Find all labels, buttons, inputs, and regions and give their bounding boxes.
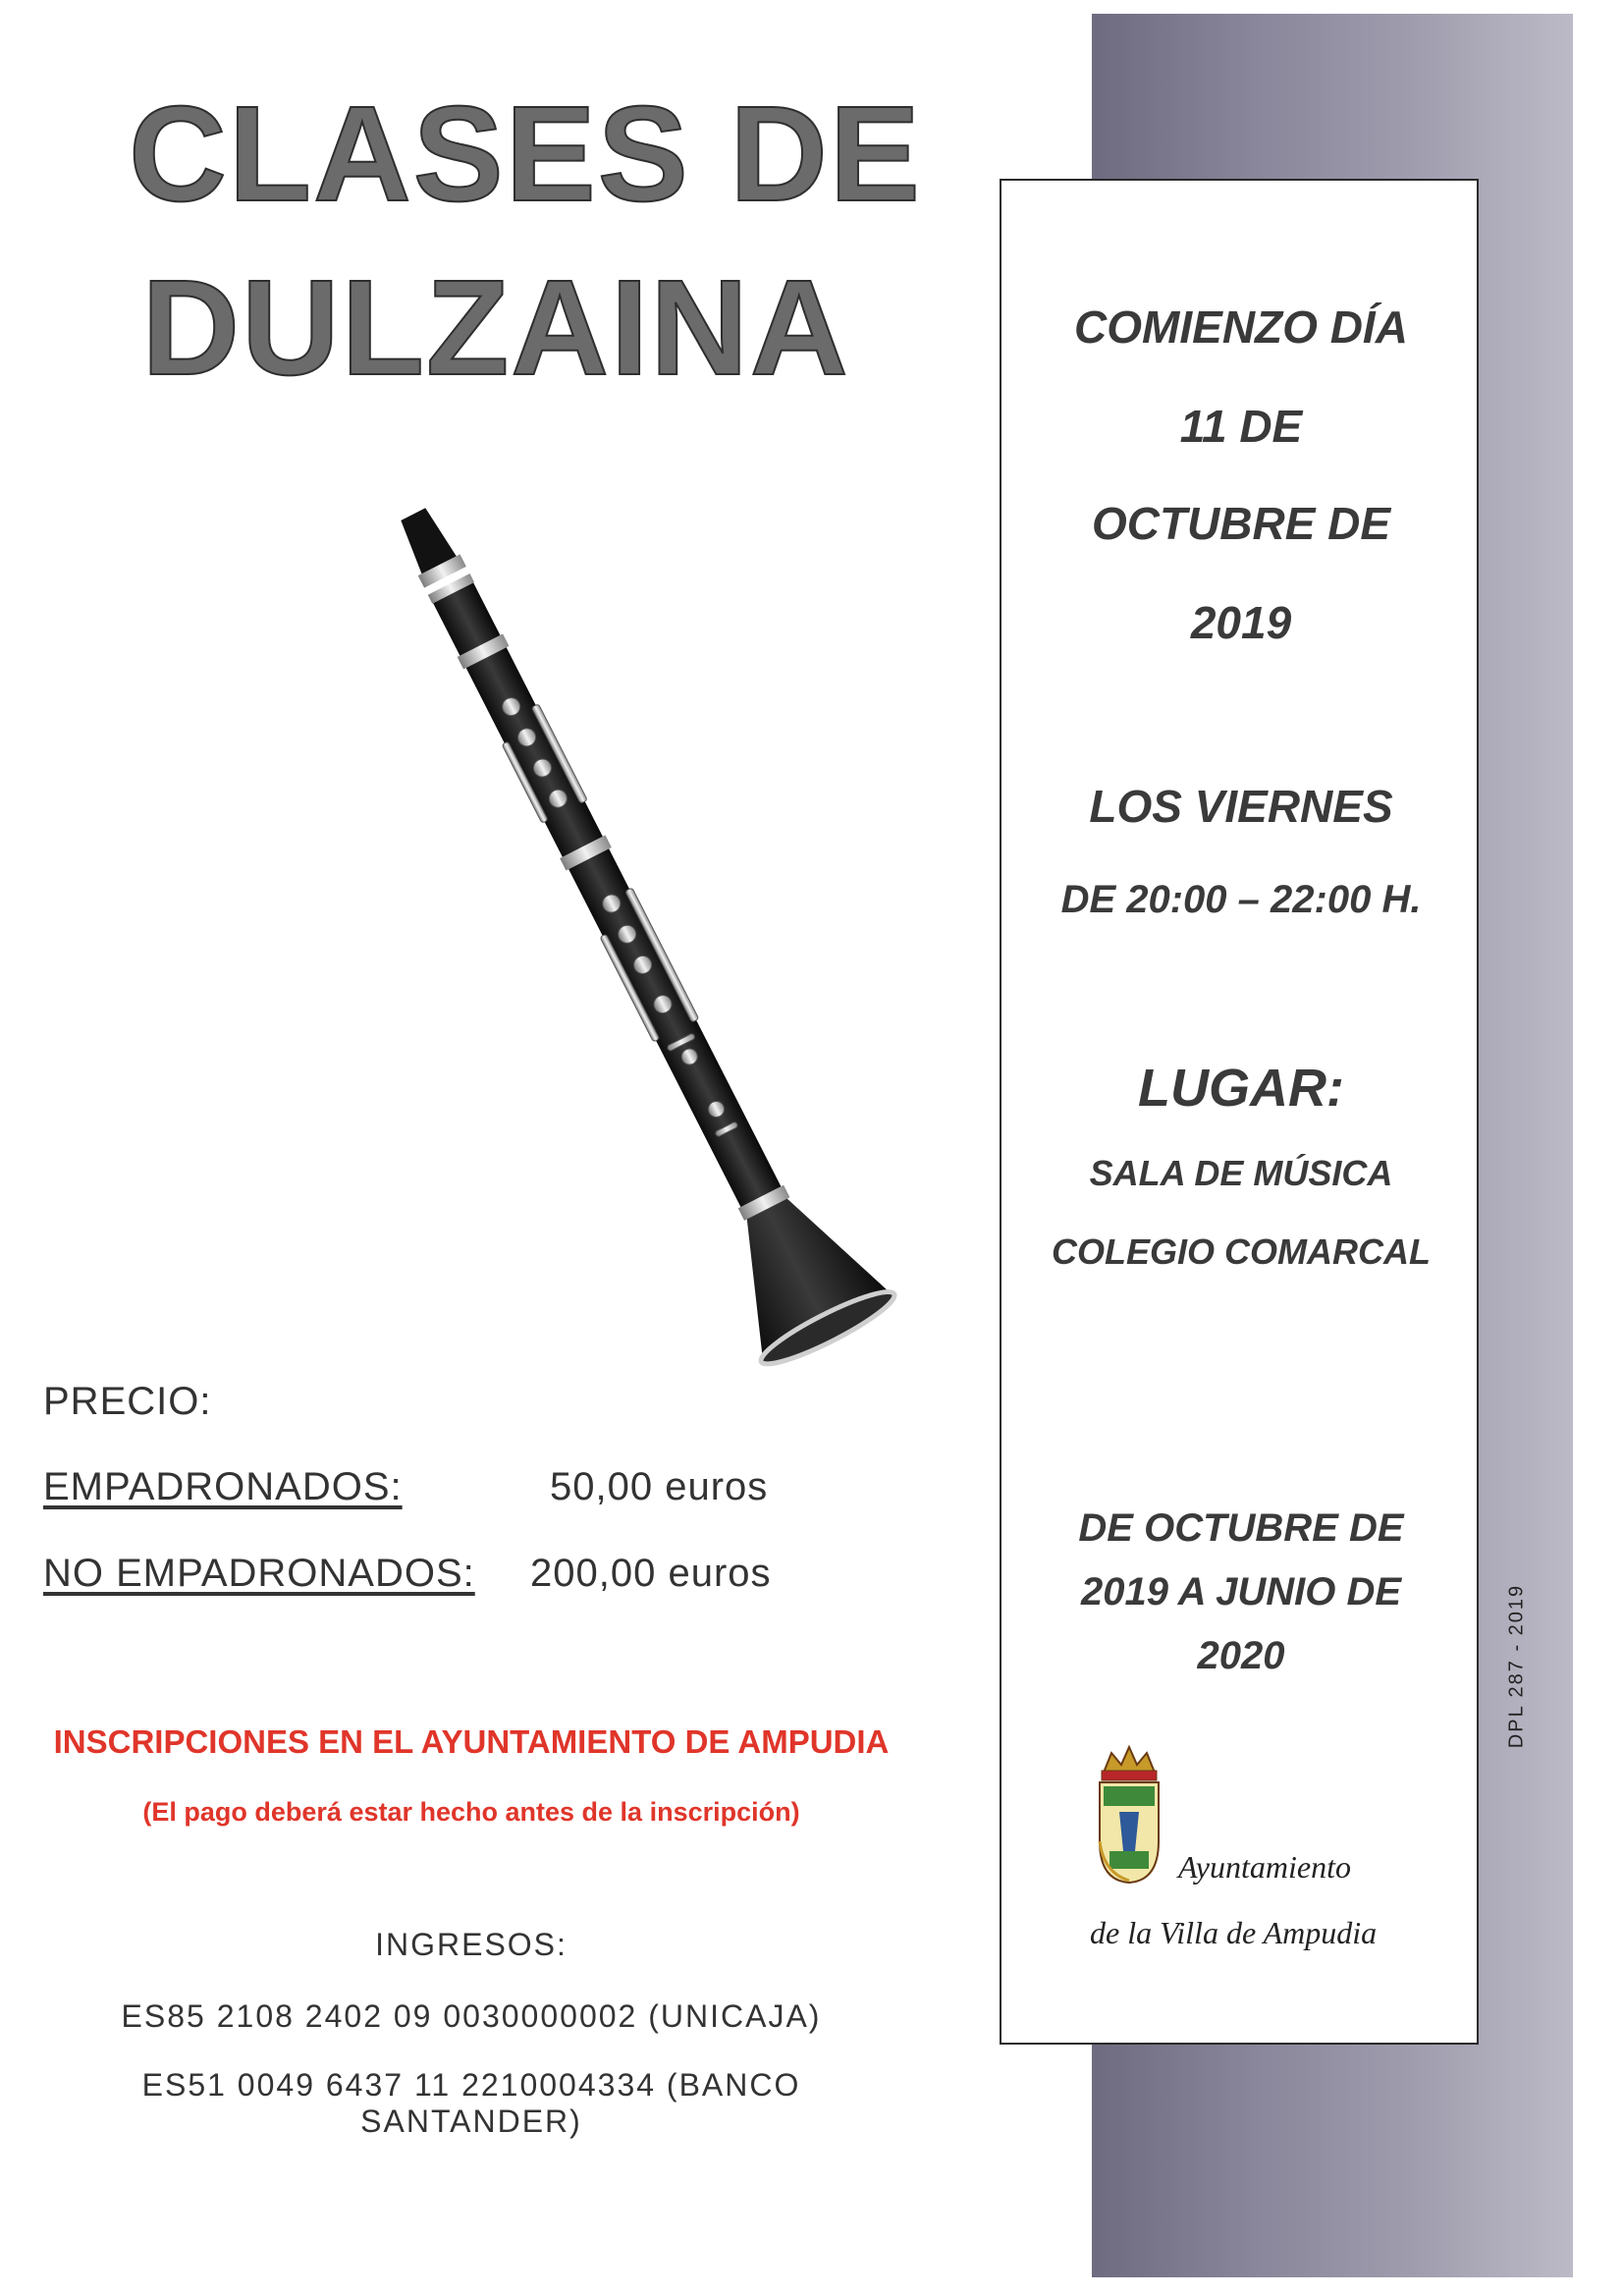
start-day: 11 DE xyxy=(1179,401,1303,452)
period-line-2: 2019 A JUNIO DE xyxy=(1080,1570,1402,1613)
bank-account-santander: ES51 0049 6437 11 2210004334 (BANCO SANTANDER) xyxy=(141,2067,801,2139)
poster-title-line-1: CLASES DE xyxy=(129,79,922,230)
document-code xyxy=(1502,1571,1532,1768)
period-line-1: DE OCTUBRE DE xyxy=(1078,1506,1404,1550)
empadronados-label: EMPADRONADOS: xyxy=(43,1465,403,1508)
clarinet-illustration xyxy=(275,462,982,1394)
deposits-label: INGRESOS: xyxy=(375,1927,568,1962)
no-empadronados-price: 200,00 euros xyxy=(530,1552,772,1595)
no-empadronados-label: NO EMPADRONADOS: xyxy=(43,1552,475,1595)
payment-note: (El pago deberá estar hecho antes de la inscripción) xyxy=(142,1797,800,1827)
start-label: COMIENZO DÍA xyxy=(1074,301,1408,353)
location-room: SALA DE MÚSICA xyxy=(1089,1153,1393,1193)
empadronados-price: 50,00 euros xyxy=(550,1465,769,1508)
registration-notice: INSCRIPCIONES EN EL AYUNTAMIENTO DE AMPUDIA xyxy=(53,1723,890,1760)
start-month: OCTUBRE DE xyxy=(1091,498,1391,549)
town-crest-logo xyxy=(1090,1743,1168,1886)
location-heading: LUGAR: xyxy=(1138,1059,1344,1118)
start-year: 2019 xyxy=(1190,597,1292,648)
document-code-text: DPL 287 - 2019 xyxy=(1505,1583,1528,1749)
bank-account-unicaja: ES85 2108 2402 09 0030000002 (UNICAJA) xyxy=(121,1998,822,2034)
price-label: PRECIO: xyxy=(43,1380,212,1423)
period-line-3: 2020 xyxy=(1197,1634,1285,1677)
logo-text-line-1: Ayuntamiento xyxy=(1178,1849,1351,1885)
schedule-hours: DE 20:00 – 22:00 H. xyxy=(1060,878,1422,921)
weekday: LOS VIERNES xyxy=(1089,781,1393,832)
location-school: COLEGIO COMARCAL xyxy=(1052,1231,1431,1272)
logo-text-line-2: de la Villa de Ampudia xyxy=(1090,1915,1378,1950)
poster-title-line-2: DULZAINA xyxy=(141,252,850,404)
event-info-box xyxy=(1000,179,1479,2045)
